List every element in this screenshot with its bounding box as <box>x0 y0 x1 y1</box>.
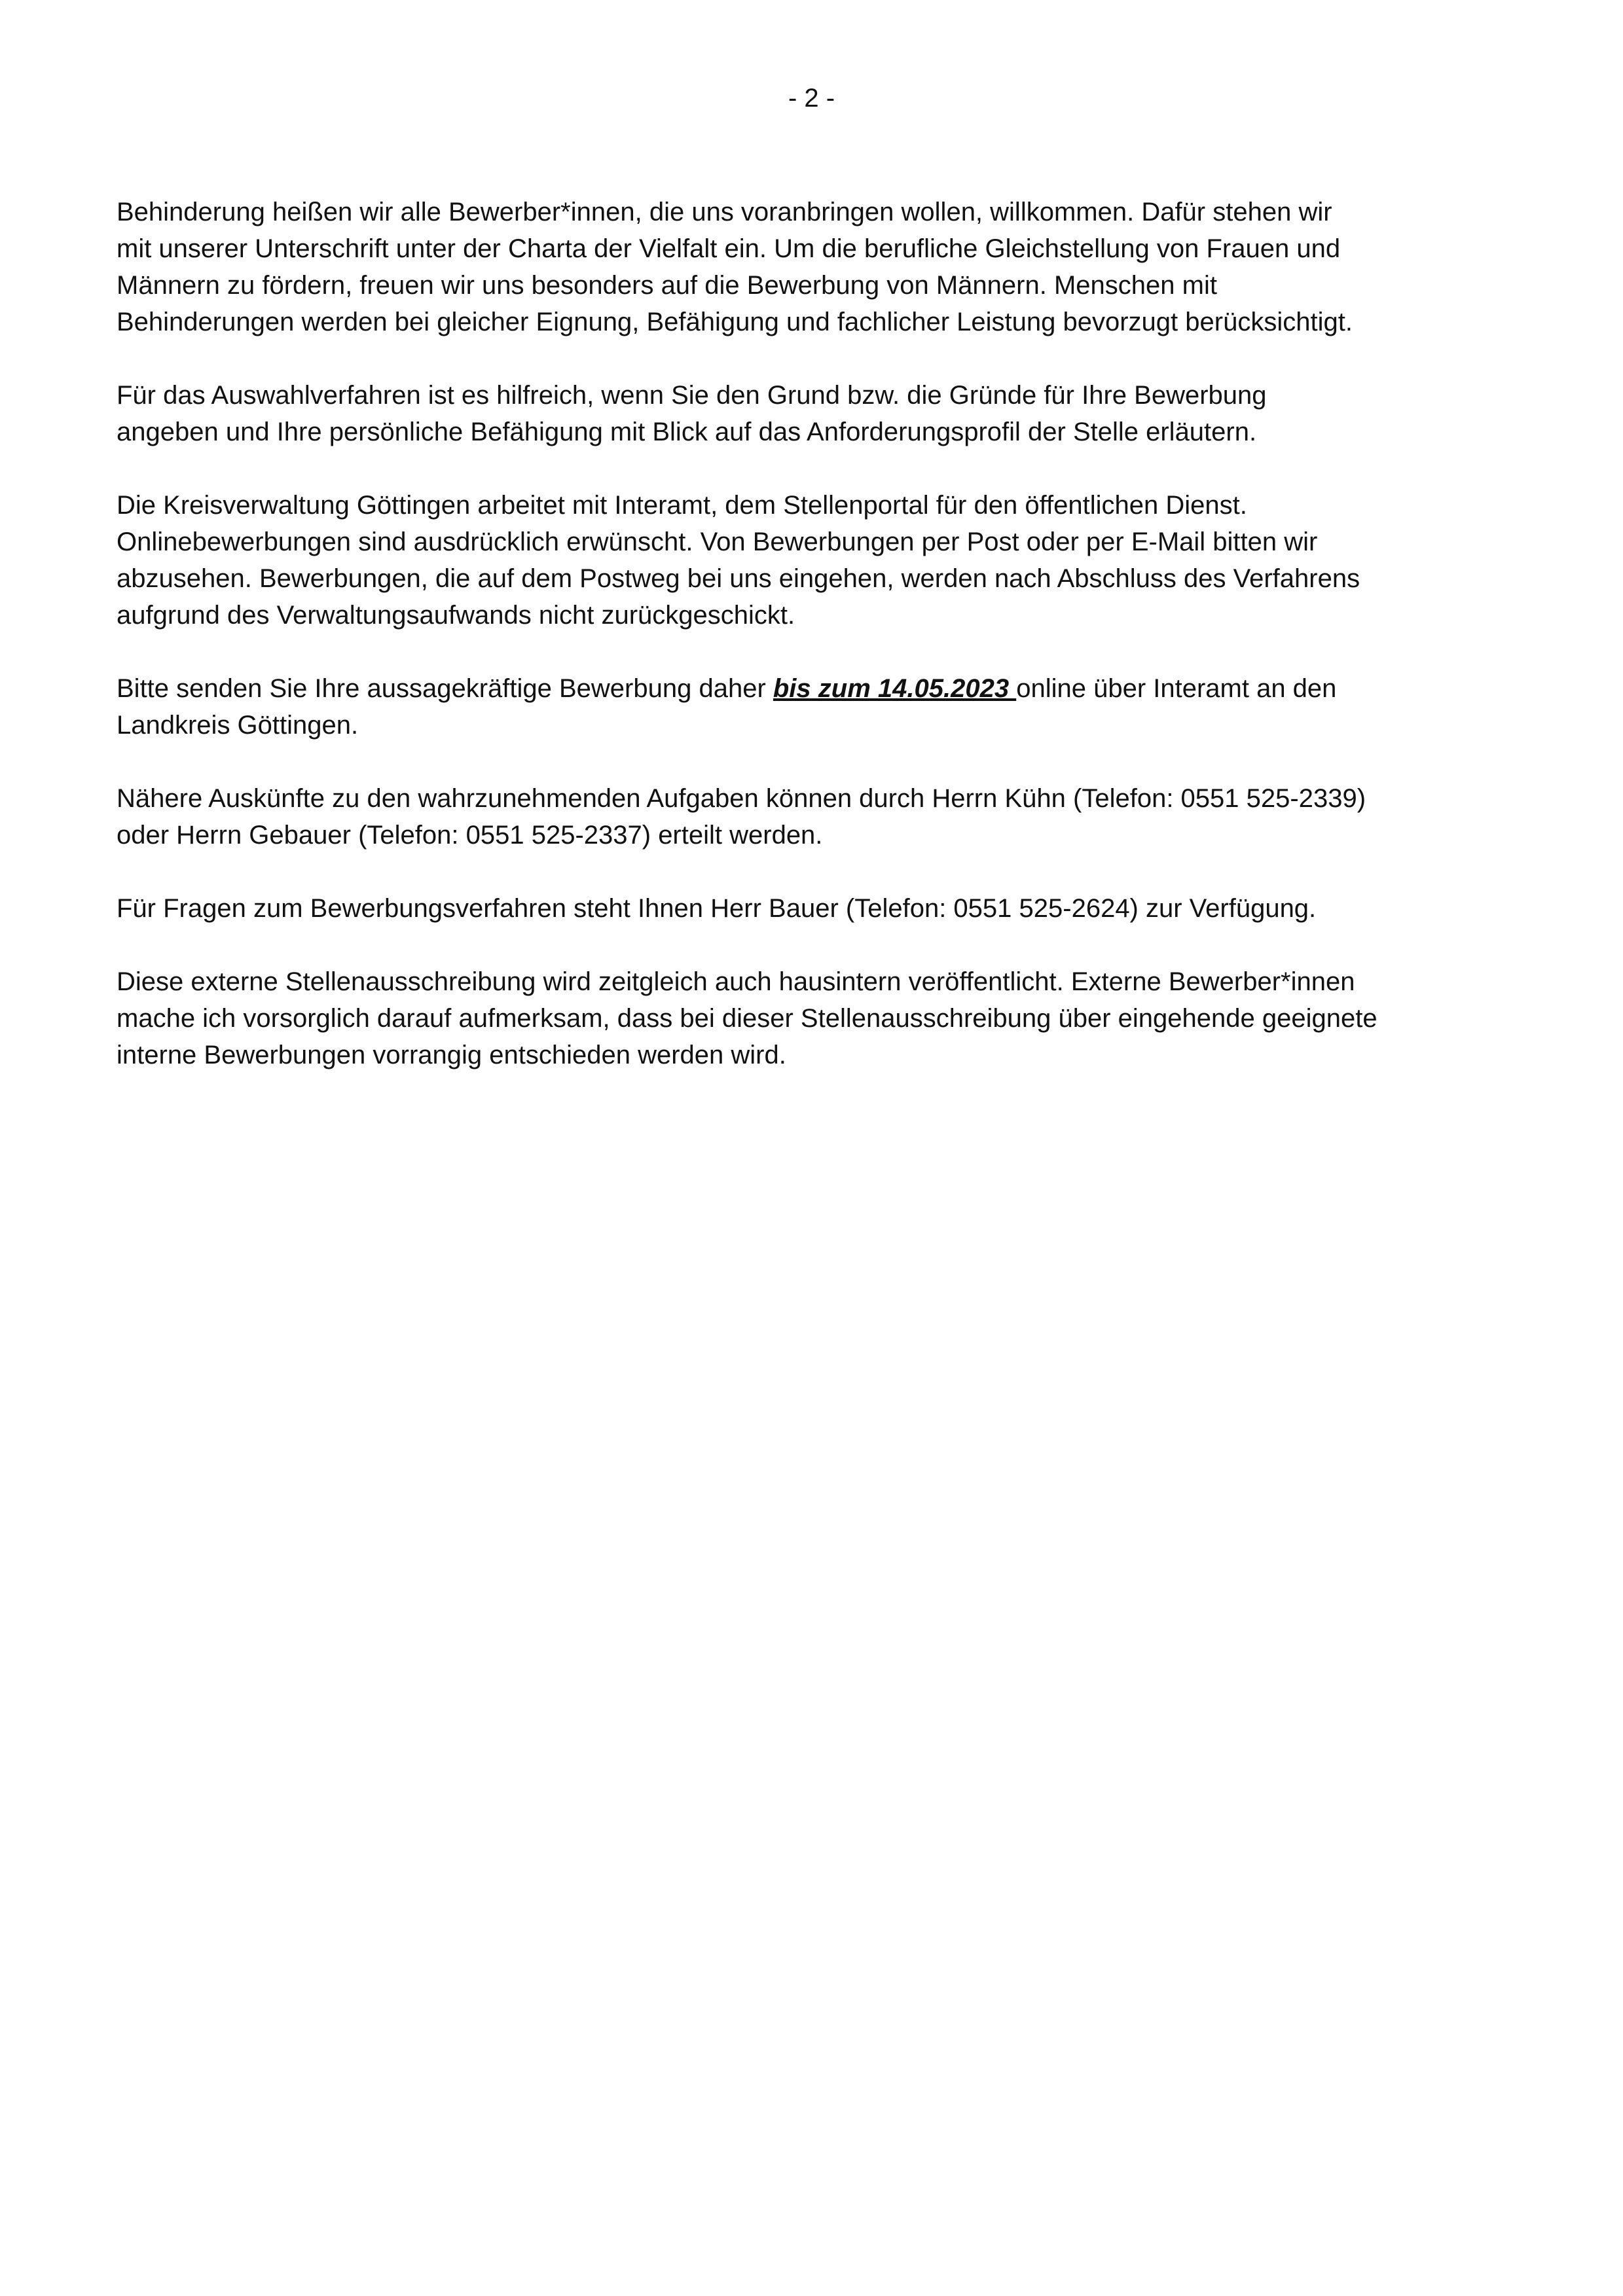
text-line: Onlinebewerbungen sind ausdrücklich erwünscht. Von Bewerbungen per Post oder per E-Mail bitten wir <box>117 528 1318 556</box>
paragraph-contact-process <box>117 890 1498 927</box>
text-line: mache ich vorsorglich darauf aufmerksam, dass bei dieser Stellenausschreibung über eingehende geeignete <box>117 1004 1377 1033</box>
paragraph-interamt <box>117 487 1498 634</box>
text-line: Landkreis Göttingen. <box>117 711 359 740</box>
text-line: oder Herrn Gebauer (Telefon: 0551 525-2337) erteilt werden. <box>117 821 823 850</box>
text-line: Für Fragen zum Bewerbungsverfahren steht Ihnen Herr Bauer (Telefon: 0551 525-2624) zur Verfügung. <box>117 894 1317 923</box>
paragraph-contacts-tasks <box>117 780 1498 853</box>
text-line: Für das Auswahlverfahren ist es hilfreich, wenn Sie den Grund bzw. die Gründe für Ihre Bewerbung <box>117 381 1267 410</box>
paragraph-diversity <box>117 194 1498 340</box>
text-line: Behinderungen werden bei gleicher Eignung, Befähigung und fachlicher Leistung bevorzugt berücksichtigt. <box>117 308 1353 336</box>
paragraph-internal-priority <box>117 963 1498 1073</box>
text-line <box>117 670 1498 707</box>
text-line: aufgrund des Verwaltungsaufwands nicht zurückgeschickt. <box>117 601 795 630</box>
text-line: angeben und Ihre persönliche Befähigung mit Blick auf das Anforderungsprofil der Stelle erläutern. <box>117 418 1257 446</box>
page-number: - 2 - <box>788 84 835 113</box>
text-line: Die Kreisverwaltung Göttingen arbeitet mit Interamt, dem Stellenportal für den öffentlichen Dienst. <box>117 491 1247 520</box>
text-line: Männern zu fördern, freuen wir uns besonders auf die Bewerbung von Männern. Menschen mit <box>117 271 1217 300</box>
text-line: Diese externe Stellenausschreibung wird zeitgleich auch hausintern veröffentlicht. Externe Bewerber*innen <box>117 967 1355 996</box>
text-line: mit unserer Unterschrift unter der Charta der Vielfalt ein. Um die berufliche Gleichstellung von Frauen und <box>117 234 1341 263</box>
deadline-text-before: Bitte senden Sie Ihre aussagekräftige Bewerbung daher <box>117 674 773 703</box>
application-deadline: bis zum 14.05.2023 <box>773 674 1017 703</box>
paragraph-selection-process <box>117 377 1498 450</box>
document-body <box>117 194 1498 1110</box>
text-line: Behinderung heißen wir alle Bewerber*innen, die uns voranbringen wollen, willkommen. Dafür stehen wir <box>117 198 1332 226</box>
text-line: interne Bewerbungen vorrangig entschieden werden wird. <box>117 1041 786 1069</box>
deadline-text-after: online über Interamt an den <box>1016 674 1337 703</box>
paragraph-deadline <box>117 670 1498 744</box>
text-line: abzusehen. Bewerbungen, die auf dem Postweg bei uns eingehen, werden nach Abschluss des Verfahrens <box>117 564 1360 593</box>
text-line: Nähere Auskünfte zu den wahrzunehmenden Aufgaben können durch Herrn Kühn (Telefon: 0551 525-2339) <box>117 784 1366 813</box>
